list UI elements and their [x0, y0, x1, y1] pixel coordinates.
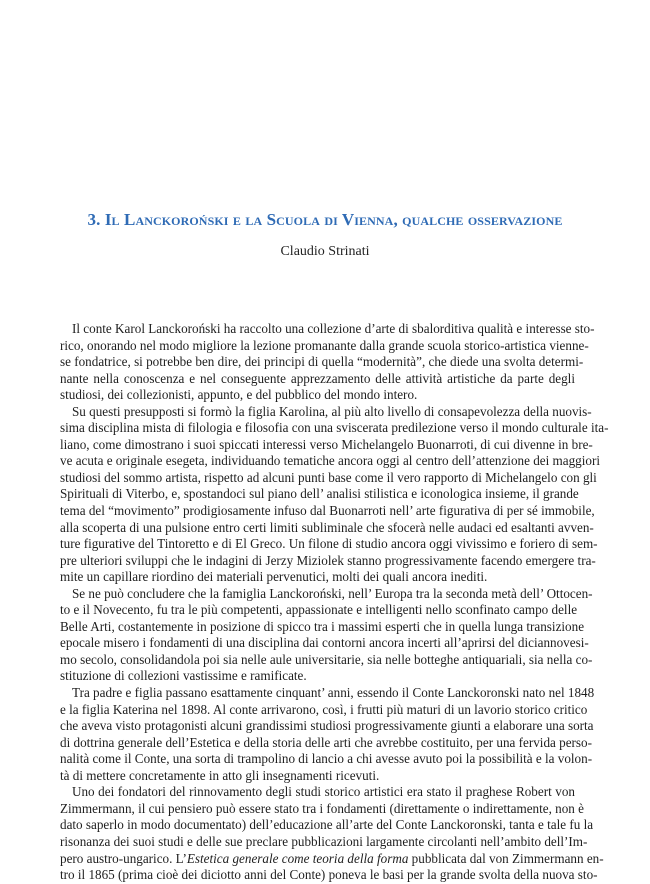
text-line: studiosi del sommo artista, rispetto ad alcuni punti base come il vero rapporto di Michelangelo con gli — [60, 469, 597, 485]
text-line: liano, come dimostrano i suoi spiccati interessi verso Michelangelo Buonarroti, di cui divenne in bre- — [60, 436, 593, 452]
text-line: rico, onorando nel modo migliore la lezione promanante dalla grande scuola storico-artistica vienne- — [60, 337, 589, 353]
text-line: che aveva visto protagonisti alcuni grandissimi studiosi progressivamente giunti a elaborare una sorta — [60, 718, 594, 734]
text-line: Spirituali di Viterbo, e, spostandoci sul piano dell’ analisi stilistica e iconologica insieme, il grande — [60, 486, 579, 502]
text-line: Uno dei fondatori del rinnovamento degli studi storico artistici era stato il praghese Robert von — [72, 784, 575, 800]
text-line: alla scoperta di una pulsione entro certi limiti subliminale che sfocerà nelle audaci ed esaltanti avven- — [60, 519, 594, 535]
text-line: di dottrina generale dell’Estetica e della storia delle arti che avrebbe costituito, per una fervida perso- — [60, 734, 592, 750]
text-line: Belle Arti, costantemente in posizione di spicco tra i massimi esperti che in quella lunga transizione — [60, 618, 585, 634]
text-line: risonanza dei suoi studi e delle sue preclare pubblicazioni largamente circolanti nell’ambito dell’Im- — [60, 833, 588, 849]
text-line: studiosi, dei collezionisti, appunto, e del pubblico del mondo intero. — [60, 387, 418, 403]
text-line: sima disciplina mista di filologia e filosofia con una sviscerata predilezione verso il mondo culturale ita- — [60, 420, 609, 436]
text-line: Tra padre e figlia passano esattamente cinquant’ anni, essendo il Conte Lanckoronski nato nel 1848 — [72, 685, 595, 701]
text-line: ture figurative del Tintoretto e di El Greco. Un filone di studio ancora oggi vivissimo e foriero di sem- — [60, 536, 598, 552]
text-line: dato saperlo in modo documentato) dell’educazione all’arte del Conte Lanckoronski, tanta e tale fu la — [60, 817, 594, 833]
text-line: stituzione di collezioni vastissime e ramificate. — [60, 668, 307, 684]
chapter-author: Claudio Strinati — [280, 244, 370, 259]
text-line: mo secolo, consolidandola poi sia nelle aule universitarie, sia nelle botteghe antiquariali, sia nella co- — [60, 651, 593, 667]
text-line: Zimmermann, il cui pensiero può essere stato tra i fondamenti (direttamente o indirettamente, non è — [60, 800, 584, 816]
text-line: pre ulteriori sviluppi che le indagini di Jerzy Miziolek stanno progressivamente facendo emergere tra- — [60, 552, 596, 568]
text-line: tà di mettere concretamente in atto gli insegnamenti ricevuti. — [60, 767, 380, 783]
chapter-title: 3. Il Lanckoroński e la Scuola di Vienna, qualche osservazione — [87, 210, 563, 229]
text-line: e la figlia Katerina nel 1898. Al conte arrivarono, così, i frutti più maturi di un lavorio storico critico — [60, 701, 588, 717]
text-line: Se ne può concludere che la famiglia Lanckoroński, nell’ Europa tra la seconda metà dell’ Ottocen- — [72, 585, 593, 601]
text-line: mite un capillare riordino dei materiali pervenutici, molti dei quali ancora inediti. — [60, 569, 488, 585]
body-text — [60, 321, 609, 884]
text-line: tema del “movimento” prodigiosamente infuso dal Buonarroti nell’ arte figurativa di per sé immobile, — [60, 503, 595, 519]
text-line: to e il Novecento, fu tra le più competenti, appassionate e intelligenti nello sconfinato campo delle — [60, 602, 578, 618]
text-line: epocale misero i fondamenti di una disciplina dai contorni ancora incerti all’aprirsi del diciannovesi- — [60, 635, 589, 651]
text-line: se fondatrice, si potrebbe ben dire, dei principi di quella “modernità”, che diede una svolta determi- — [60, 354, 584, 370]
text-line: nalità come il Conte, una sorta di trampolino di lancio a chi avesse avuto poi la possibilità e la volon- — [60, 751, 593, 767]
text-line: Su questi presupposti si formò la figlia Karolina, al più alto livello di consapevolezza della nuovis- — [72, 403, 592, 419]
text-line: pero austro-ungarico. L’Estetica generale come teoria della forma pubblicata dal von Zimmermann en- — [60, 850, 604, 866]
text-line: tro il 1865 (prima cioè dei diciotto anni del Conte) poneva le basi per la grande svolta della nuova sto- — [60, 867, 598, 883]
text-line: ve acuta e originale esegeta, individuando tematiche ancora oggi al centro dell’attenzione dei maggiori — [60, 453, 600, 469]
text-line: nante nella conoscenza e nel conseguente apprezzamento delle attività artistiche da parte degli — [60, 370, 575, 386]
text-line: Il conte Karol Lanckoroński ha raccolto una collezione d’arte di sbalorditiva qualità e interesse sto- — [72, 321, 595, 336]
